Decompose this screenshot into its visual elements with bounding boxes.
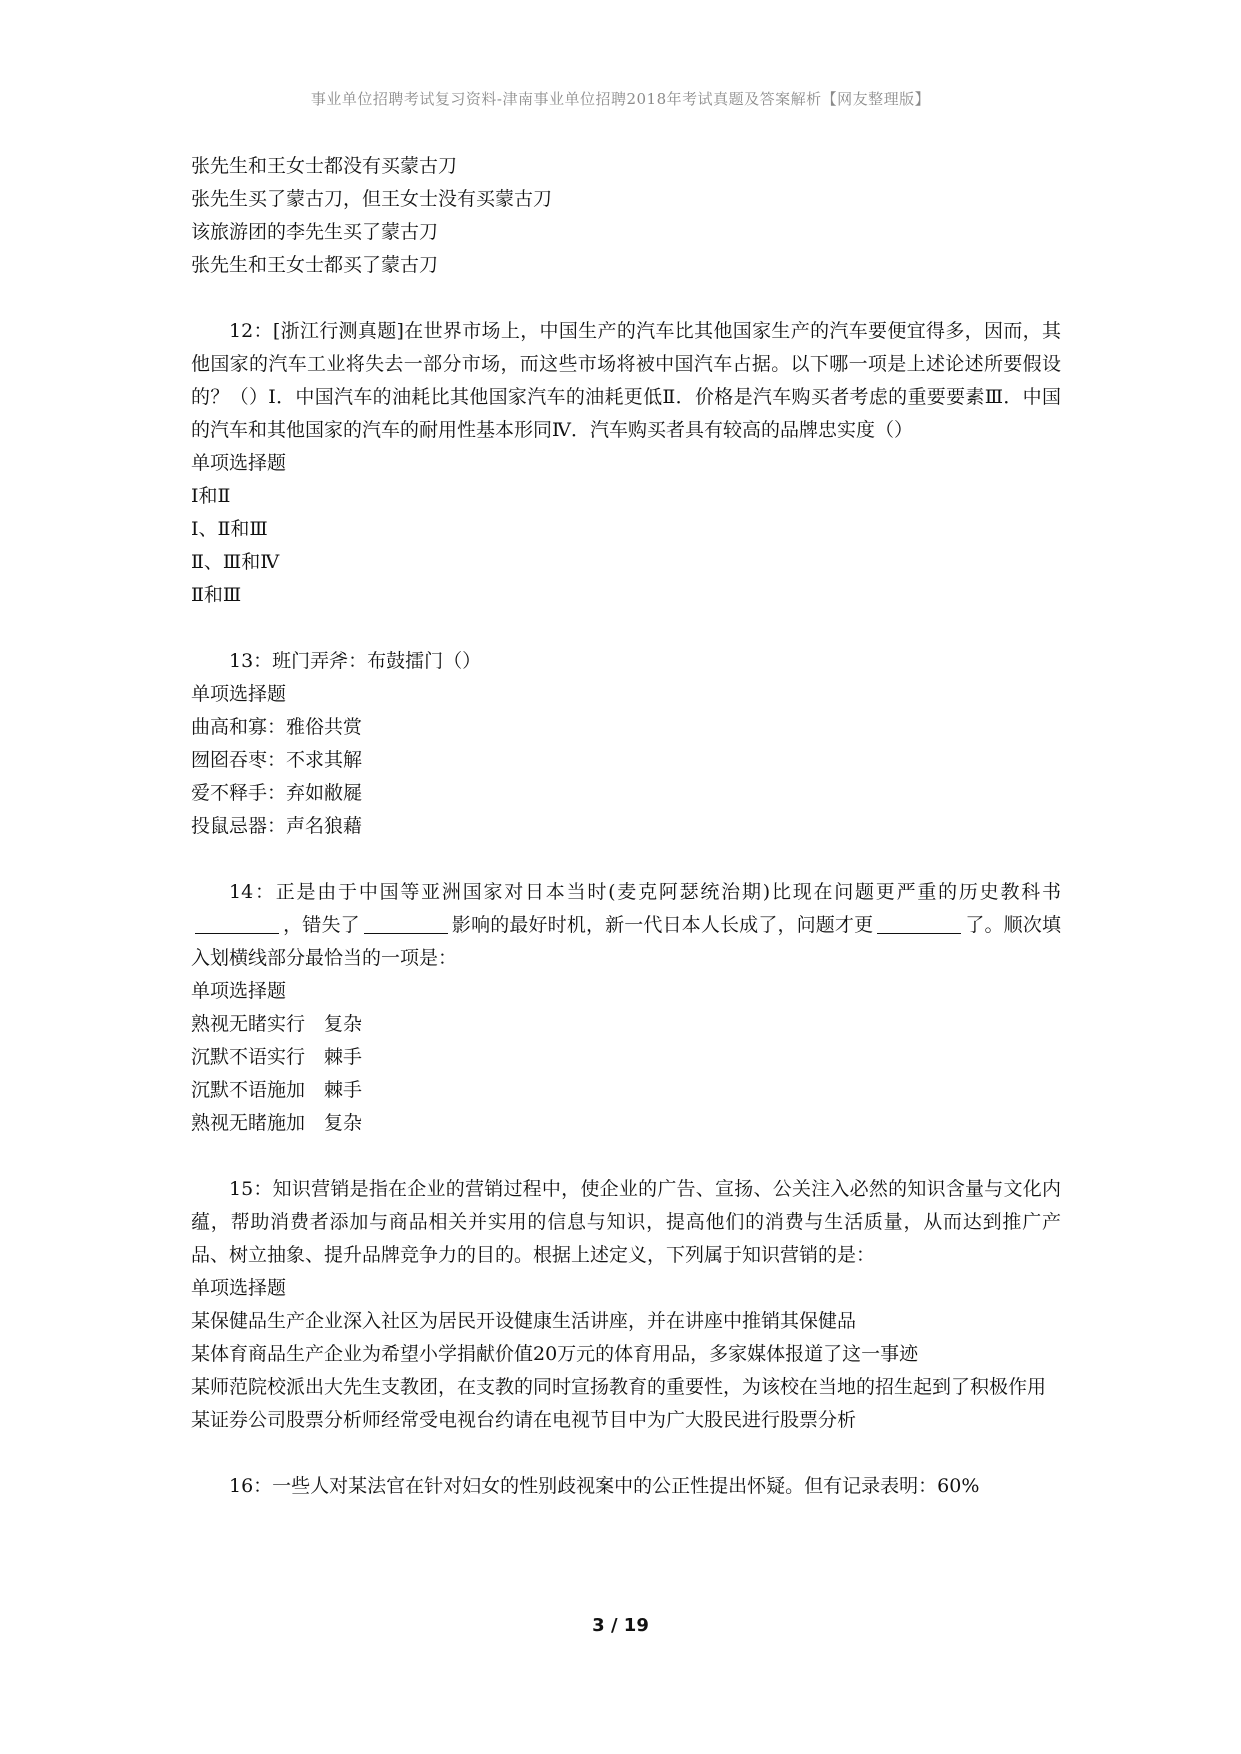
option: Ⅰ和Ⅱ xyxy=(191,485,231,507)
question-type: 单项选择题 xyxy=(191,980,287,1002)
fill-blank xyxy=(195,911,279,934)
option: 张先生买了蒙古刀，但王女士没有买蒙古刀 xyxy=(191,188,553,210)
option: 某证券公司股票分析师经常受电视台约请在电视节目中为广大股民进行股票分析 xyxy=(191,1409,857,1431)
option: Ⅰ、Ⅱ和Ⅲ xyxy=(191,518,268,540)
question-text-part: 14：正是由于中国等亚洲国家对日本当时(麦克阿瑟统治期)比现在问题更严重的历史教科书 xyxy=(229,881,1061,903)
question-type: 单项选择题 xyxy=(191,1277,287,1299)
option: 熟视无睹施加 复杂 xyxy=(191,1112,363,1134)
question-text: 15：知识营销是指在企业的营销过程中，使企业的广告、宣扬、公关注入必然的知识含量与文化内蕴，帮助消费者添加与商品相关并实用的信息与知识，提高他们的消费与生活质量，从而达到推广产品、树立抽象、提升品牌竞争力的目的。根据上述定义，下列属于知识营销的是： xyxy=(191,1178,1061,1266)
question-12 xyxy=(191,315,1061,612)
question-text xyxy=(191,876,1061,975)
question-text-part: 影响的最好时机，新一代日本人长成了，问题才更 xyxy=(451,914,874,936)
option: 投鼠忌器：声名狼藉 xyxy=(191,815,363,837)
option: 爱不释手：弃如敝屣 xyxy=(191,782,363,804)
question-text: 16：一些人对某法官在针对妇女的性别歧视案中的公正性提出怀疑。但有记录表明：60% xyxy=(229,1475,980,1497)
option: 某保健品生产企业深入社区为居民开设健康生活讲座，并在讲座中推销其保健品 xyxy=(191,1310,857,1332)
question-text: 13：班门弄斧：布鼓擂门（） xyxy=(229,650,482,672)
option: Ⅱ和Ⅲ xyxy=(191,584,242,606)
document-body xyxy=(191,150,1061,1503)
page-number: 3 / 19 xyxy=(592,1615,649,1636)
option: Ⅱ、Ⅲ和Ⅳ xyxy=(191,551,280,573)
option: 张先生和王女士都没有买蒙古刀 xyxy=(191,155,458,177)
question-14 xyxy=(191,876,1061,1140)
option: 沉默不语实行 棘手 xyxy=(191,1046,363,1068)
option: 沉默不语施加 棘手 xyxy=(191,1079,363,1101)
question-text: 12：[浙江行测真题]在世界市场上，中国生产的汽车比其他国家生产的汽车要便宜得多，因而，其他国家的汽车工业将失去一部分市场，而这些市场将被中国汽车占据。以下哪一项是上述论述所要假设的？（）Ⅰ．中国汽车的油耗比其他国家汽车的油耗更低Ⅱ．价格是汽车购买者考虑的重要要素Ⅲ．中国的汽车和其他国家的汽车的耐用性基本形同Ⅳ．汽车购买者具有较高的品牌忠实度（） xyxy=(191,320,1061,441)
question-type: 单项选择题 xyxy=(191,683,287,705)
option: 囫囵吞枣：不求其解 xyxy=(191,749,363,771)
fill-blank xyxy=(364,911,448,934)
question-15 xyxy=(191,1173,1061,1437)
option: 某体育商品生产企业为希望小学捐献价值20万元的体育用品，多家媒体报道了这一事迹 xyxy=(191,1343,919,1365)
question-13 xyxy=(191,645,1061,843)
option: 熟视无睹实行 复杂 xyxy=(191,1013,363,1035)
option: 曲高和寡：雅俗共赏 xyxy=(191,716,363,738)
question-16 xyxy=(191,1470,1061,1503)
previous-question-options xyxy=(191,150,1061,282)
option: 该旅游团的李先生买了蒙古刀 xyxy=(191,221,439,243)
page-header: 事业单位招聘考试复习资料-津南事业单位招聘2018年考试真题及答案解析【网友整理版】 xyxy=(310,90,931,108)
question-type: 单项选择题 xyxy=(191,452,287,474)
question-text-part: 了。顺次填入划横线部分最恰当的一项是： xyxy=(191,914,1061,969)
option: 某师范院校派出大先生支教团，在支教的同时宣扬教育的重要性，为该校在当地的招生起到了积极作用 xyxy=(191,1376,1047,1398)
fill-blank xyxy=(877,911,961,934)
question-text-part: ，错失了 xyxy=(283,914,360,936)
option: 张先生和王女士都买了蒙古刀 xyxy=(191,254,439,276)
